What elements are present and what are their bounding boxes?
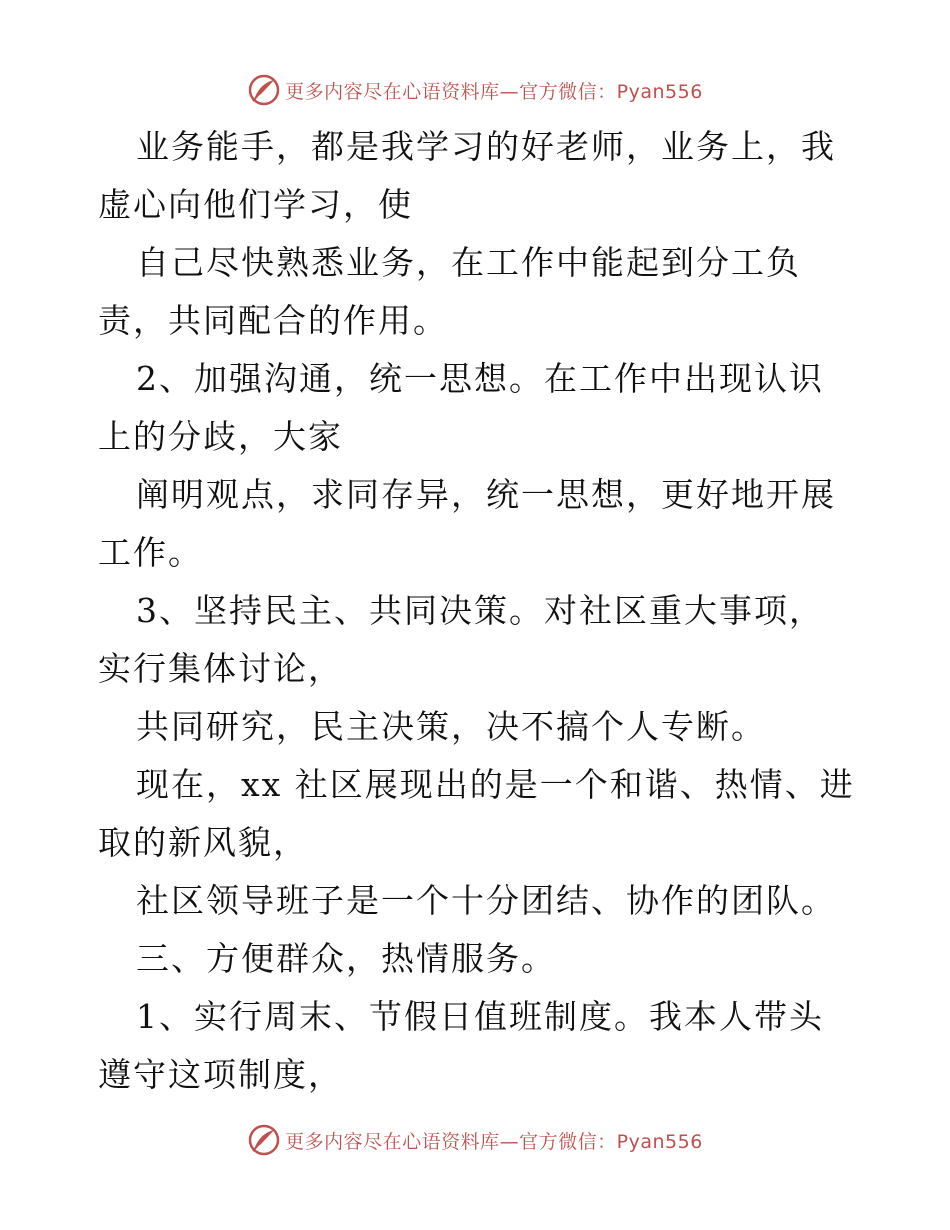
document-body <box>98 118 858 1104</box>
quill-logo-icon <box>247 1123 281 1157</box>
header-watermark <box>0 70 950 110</box>
paragraph: 三、方便群众，热情服务。 <box>136 939 556 978</box>
header-brand-text: 更多内容尽在心语资料库—官方微信：Pyan556 <box>285 80 703 103</box>
paragraph: 3、坚持民主、共同决策。对社区重大事项，实行集体讨论， <box>98 591 824 688</box>
paragraph: 现在，xx 社区展现出的是一个和谐、热情、进取的新风貌， <box>98 765 855 862</box>
paragraph: 业务能手，都是我学习的好老师，业务上，我虚心向他们学习，使 <box>98 127 836 224</box>
footer-watermark <box>0 1120 950 1160</box>
footer-brand-text: 更多内容尽在心语资料库—官方微信：Pyan556 <box>285 1130 703 1153</box>
quill-logo-icon <box>247 73 281 107</box>
paragraph: 阐明观点，求同存异，统一思想，更好地开展工作。 <box>98 475 836 572</box>
paragraph: 共同研究，民主决策，决不搞个人专断。 <box>136 707 766 746</box>
paragraph: 2、加强沟通，统一思想。在工作中出现认识上的分歧，大家 <box>98 359 824 456</box>
paragraph: 1、实行周末、节假日值班制度。我本人带头遵守这项制度， <box>98 997 824 1094</box>
paragraph: 社区领导班子是一个十分团结、协作的团队。 <box>136 881 836 920</box>
paragraph: 自己尽快熟悉业务，在工作中能起到分工负责，共同配合的作用。 <box>98 243 801 340</box>
